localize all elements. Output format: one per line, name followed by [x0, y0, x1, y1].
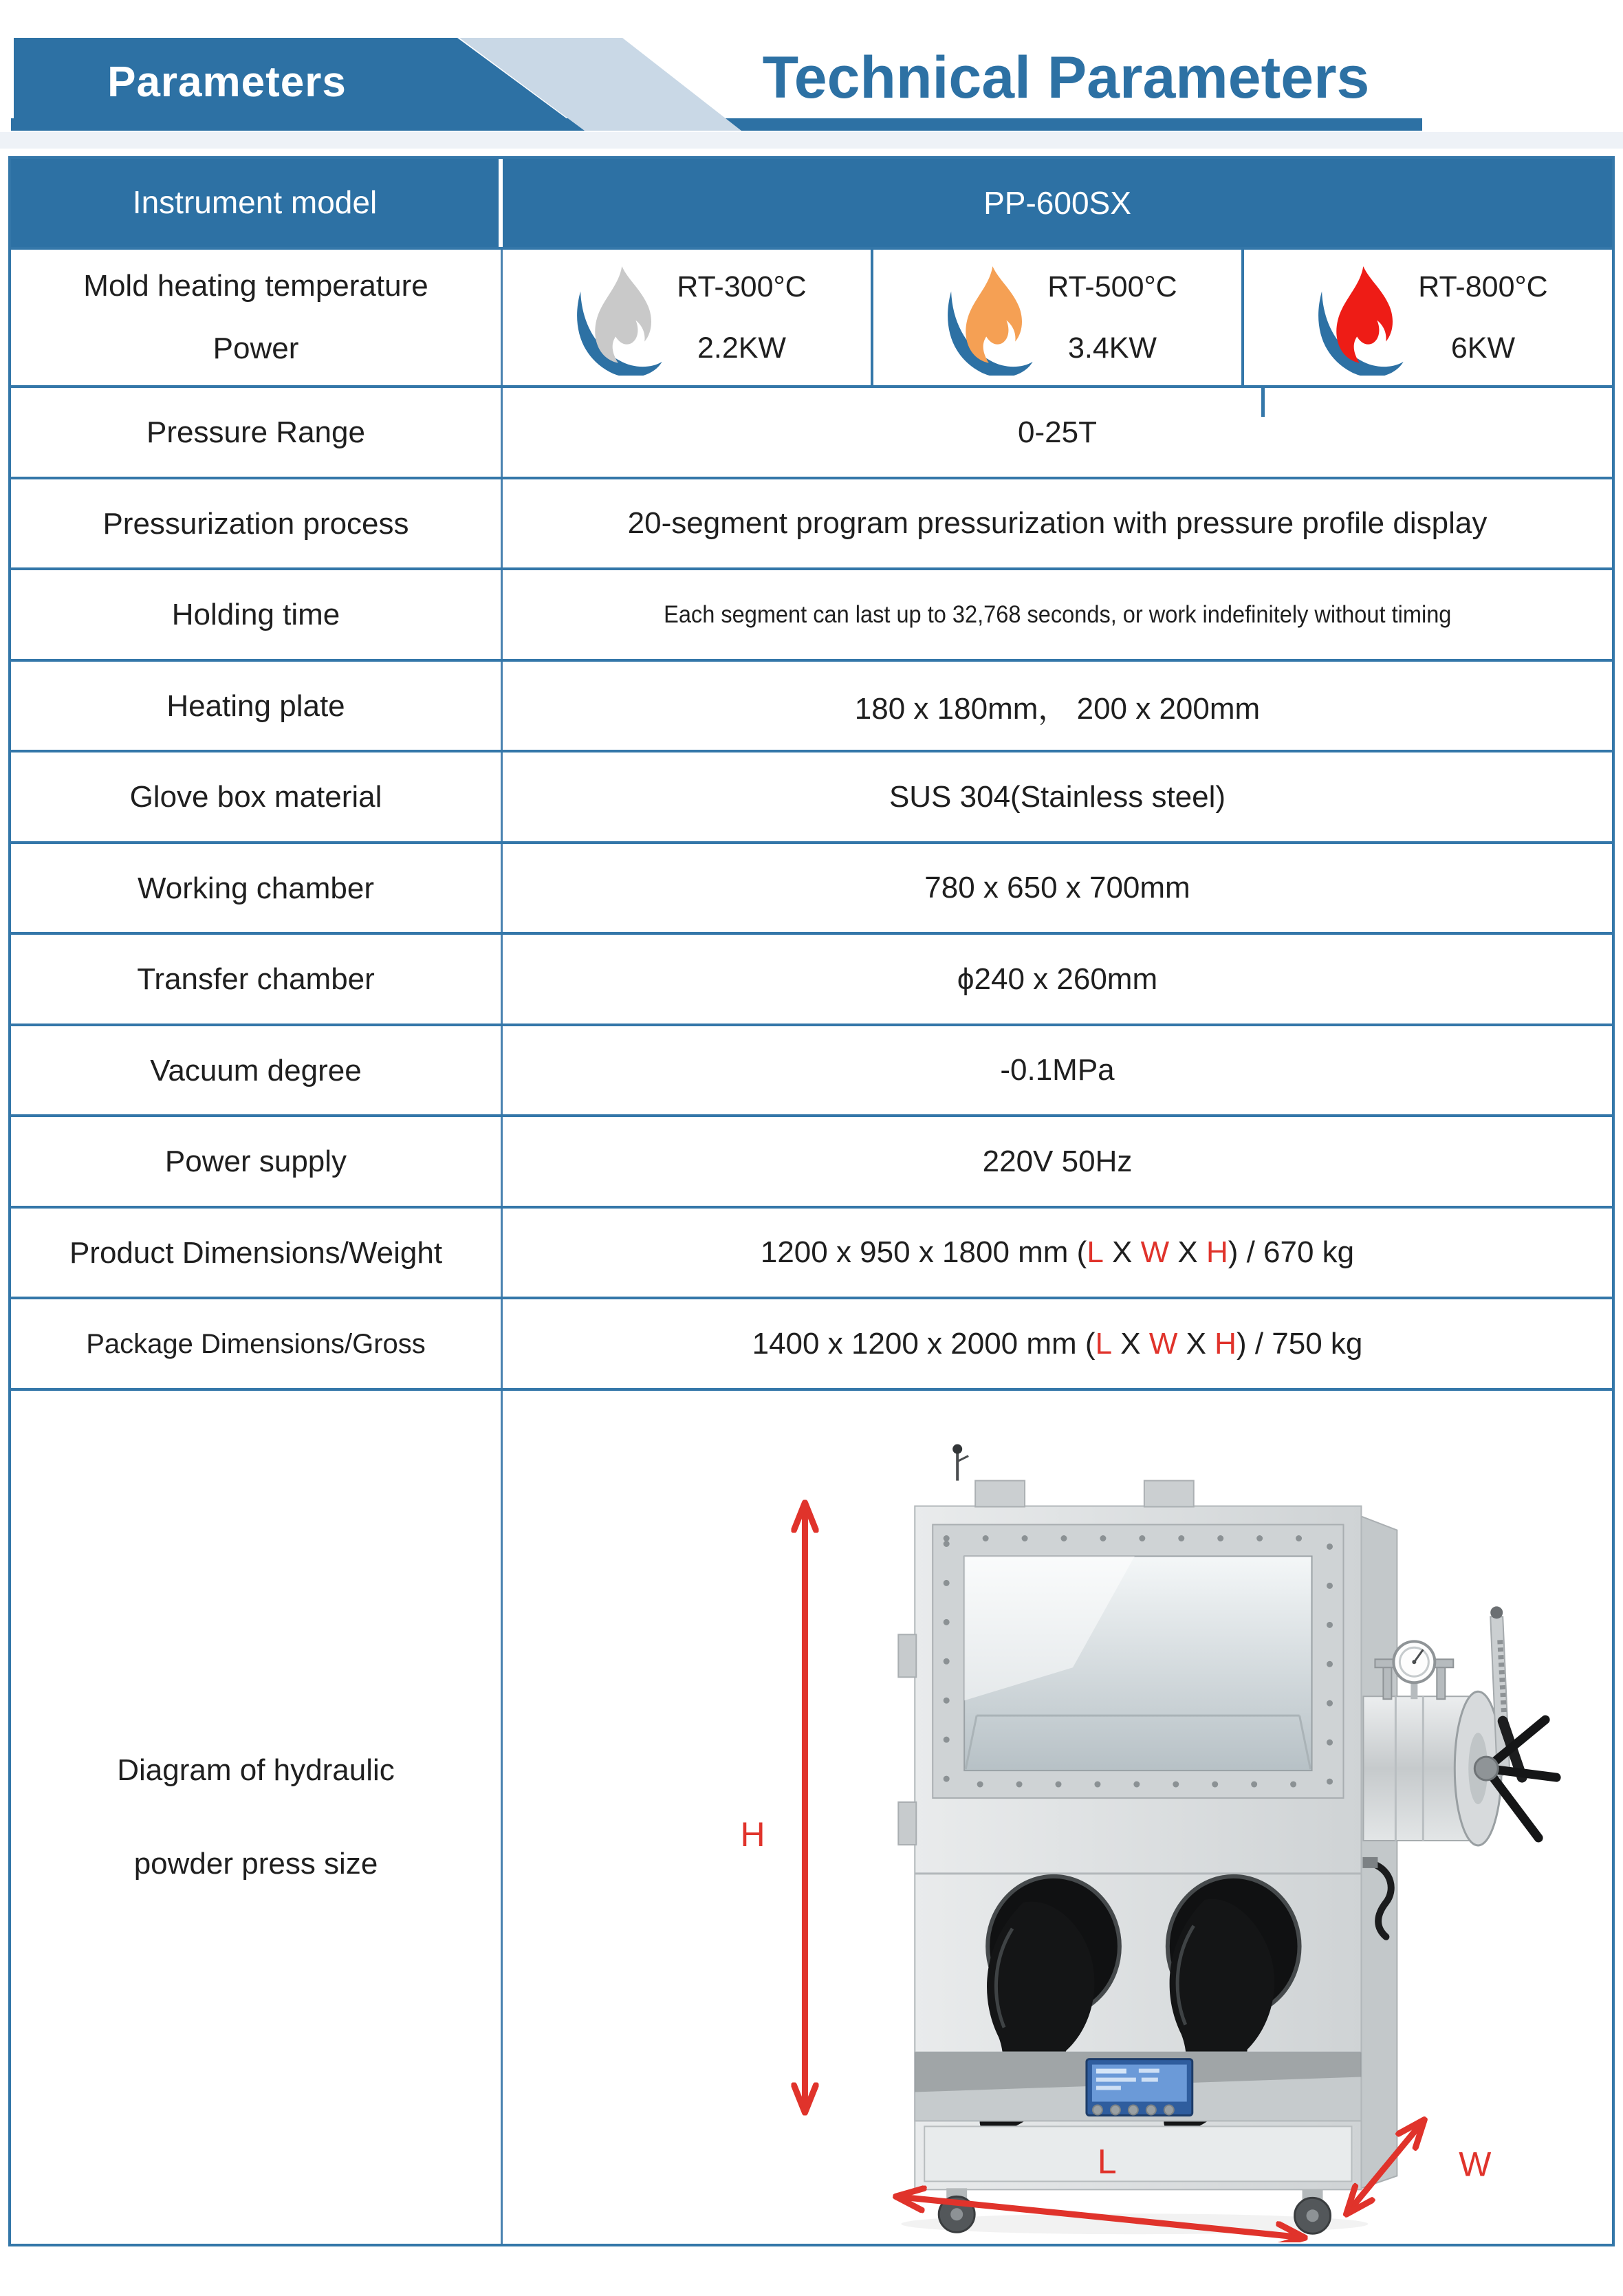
- row-value: SUS 304(Stainless steel): [889, 779, 1226, 814]
- model-label: Instrument model: [11, 159, 503, 247]
- dim-l: L: [1087, 1235, 1104, 1269]
- diagram-cell: [503, 1391, 1615, 2244]
- power-rating: 3.4KW: [1067, 331, 1157, 365]
- row-label: Working chamber: [11, 844, 503, 932]
- heating-label-line2: Power: [213, 331, 299, 365]
- table-row: [11, 1026, 1612, 1117]
- table-row-product-dimensions: [11, 1209, 1612, 1299]
- row-value: [503, 1209, 1612, 1297]
- table-row-model: [11, 159, 1612, 250]
- row-value: -0.1MPa: [1000, 1053, 1115, 1087]
- dim-prefix: 1400 x 1200 x 2000 mm (: [752, 1326, 1096, 1361]
- table-row: [11, 388, 1612, 479]
- dim-label-h: H: [740, 1815, 765, 1854]
- row-label: Package Dimensions/Gross: [11, 1299, 503, 1388]
- row-value: [503, 1299, 1612, 1388]
- header-stripe: [0, 132, 1623, 149]
- window: [933, 1525, 1343, 1799]
- row-label: Pressurization process: [11, 479, 503, 567]
- row-value: 220V 50Hz: [982, 1144, 1133, 1178]
- machine-illustration: [898, 1444, 1556, 2235]
- dim-suffix: ) / 670 kg: [1228, 1235, 1355, 1269]
- dim-l: L: [1095, 1326, 1113, 1361]
- flame-low-icon: [567, 260, 667, 376]
- dim-prefix: 1200 x 950 x 1800 mm (: [760, 1235, 1087, 1269]
- row-label: Power supply: [11, 1117, 503, 1206]
- row-value: [503, 570, 1612, 659]
- temp-range: RT-300°C: [677, 270, 807, 304]
- table-row: [11, 662, 1612, 752]
- dim-sep: X: [1112, 1326, 1149, 1361]
- power-rating: 6KW: [1450, 331, 1516, 365]
- table-row-heating: [11, 250, 1612, 388]
- row-value: 20-segment program pressurization with pressure profile display: [627, 506, 1488, 540]
- heating-option-2: [873, 250, 1244, 385]
- row-label: Product Dimensions/Weight: [11, 1209, 503, 1297]
- heating-label-line1: Mold heating temperature: [83, 269, 428, 303]
- heating-option-3: [1244, 250, 1612, 385]
- diagram-label-line2: powder press size: [133, 1847, 378, 1881]
- divider-stub: [1261, 385, 1265, 417]
- heating-option-3-text: [1418, 257, 1547, 378]
- heating-option-1-text: [677, 257, 806, 378]
- table-row: [11, 479, 1612, 570]
- table-row: [11, 1117, 1612, 1209]
- row-label: Vacuum degree: [11, 1026, 503, 1114]
- heating-option-2-text: [1047, 257, 1177, 378]
- row-label: Transfer chamber: [11, 935, 503, 1024]
- dim-label-l: L: [1097, 2142, 1117, 2181]
- heating-label: [11, 250, 503, 385]
- cabinet-door: [924, 2126, 1351, 2181]
- table-row: [11, 844, 1612, 935]
- ribbon-label: Parameters: [107, 58, 347, 106]
- dim-w: W: [1140, 1235, 1170, 1269]
- parameters-table: [8, 156, 1615, 2246]
- row-value: ϕ240 x 260mm: [957, 962, 1158, 996]
- dim-w: W: [1148, 1326, 1178, 1361]
- power-rating: 2.2KW: [697, 331, 787, 365]
- dim-sep: X: [1103, 1235, 1141, 1269]
- dim-suffix: ) / 750 kg: [1236, 1326, 1363, 1361]
- dim-sep: X: [1177, 1326, 1215, 1361]
- table-row: [11, 752, 1612, 844]
- table-row-package-dimensions: [11, 1299, 1612, 1391]
- row-label: Heating plate: [11, 662, 503, 750]
- dim-sep: X: [1169, 1235, 1206, 1269]
- dim-label-w: W: [1459, 2145, 1492, 2184]
- row-label: Glove box material: [11, 752, 503, 841]
- heating-option-1: [503, 250, 873, 385]
- flame-mid-icon: [937, 260, 1038, 376]
- row-label: Holding time: [11, 570, 503, 659]
- dim-h: H: [1214, 1326, 1237, 1361]
- row-value-text: Each segment can last up to 32,768 seconds, or work indefinitely without timing: [663, 600, 1452, 628]
- page-title: Technical Parameters: [762, 45, 1370, 111]
- row-value: 780 x 650 x 700mm: [924, 871, 1190, 905]
- hydraulic-press-diagram: [503, 1392, 1615, 2242]
- diagram-label: [11, 1391, 503, 2244]
- heating-options: [503, 250, 1612, 385]
- temp-range: RT-500°C: [1047, 270, 1177, 304]
- row-value: 0-25T: [1018, 415, 1097, 449]
- diagram-label-line1: Diagram of hydraulic: [117, 1753, 395, 1787]
- control-panel: [915, 2053, 1361, 2121]
- model-value: PP-600SX: [983, 185, 1131, 221]
- temp-range: RT-800°C: [1418, 270, 1548, 304]
- table-row: [11, 570, 1612, 662]
- row-label: Pressure Range: [11, 388, 503, 477]
- dim-h: H: [1206, 1235, 1228, 1269]
- table-row-diagram: [11, 1391, 1612, 2244]
- flame-high-icon: [1308, 260, 1408, 376]
- row-value: 180 x 180mm， 200 x 200mm: [854, 692, 1261, 726]
- table-row: [11, 935, 1612, 1026]
